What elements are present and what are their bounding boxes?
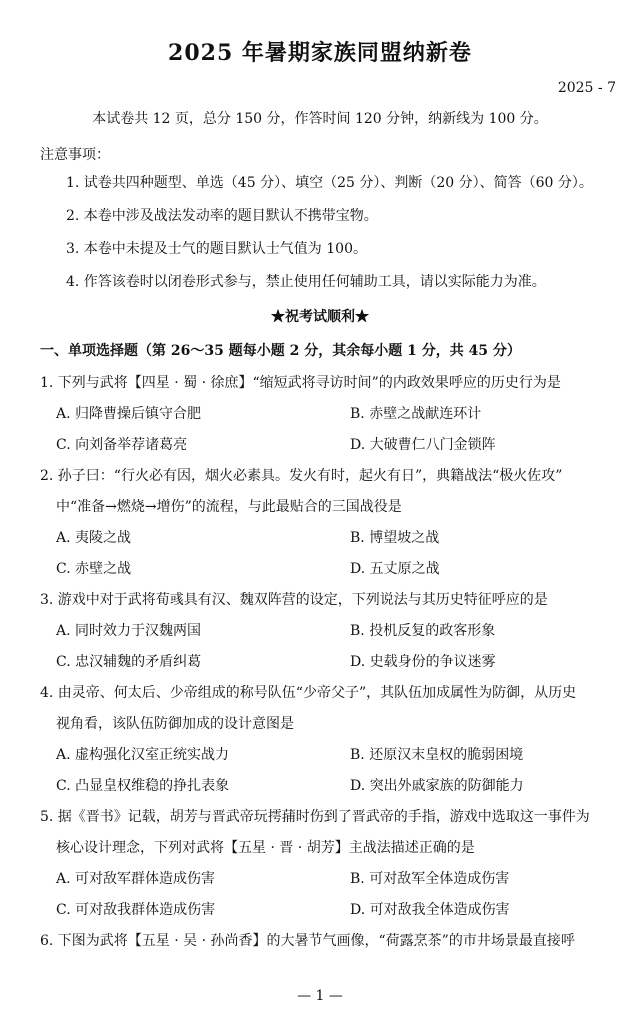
option-a: A. 虚构强化汉室正统实战力 xyxy=(56,747,230,763)
notice-item: 1. 试卷共四种题型、单选（45 分）、填空（25 分）、判断（20 分）、简答（60 分）。 xyxy=(66,175,593,191)
good-luck-banner: ★祝考试顺利★ xyxy=(271,309,369,325)
question-stem: 4. 由灵帝、何太后、少帝组成的称号队伍“少帝父子”，其队伍加成属性为防御，从历史 xyxy=(40,685,577,701)
option-row xyxy=(40,620,610,651)
option-row xyxy=(40,651,610,682)
option-b: B. 可对敌军全体造成伤害 xyxy=(350,871,510,887)
option-row xyxy=(40,899,610,930)
question-stem: 1. 下列与武将【四星 · 蜀 · 徐庶】“缩短武将寻访时间”的内政效果呼应的历史行为是 xyxy=(40,375,561,391)
question-stem: 5. 据《晋书》记载，胡芳与晋武帝玩摴蒱时伤到了晋武帝的手指，游戏中选取这一事件为 xyxy=(40,809,590,825)
exam-intro: 本试卷共 12 页，总分 150 分，作答时间 120 分钟，纳新线为 100 分。 xyxy=(92,111,548,127)
option-row xyxy=(40,744,610,775)
option-c: C. 向刘备举荐诸葛亮 xyxy=(56,437,188,453)
question-stem: 6. 下图为武将【五星 · 吴 · 孙尚香】的大暑节气画像，“荷露烹茶”的市井场景最直接呼 xyxy=(40,933,575,949)
question-stem-cont: 中“准备→燃烧→增伤”的流程，与此最贴合的三国战役是 xyxy=(56,499,402,515)
exam-date: 2025 - 7 xyxy=(557,80,616,96)
section-heading: 一、单项选择题（第 26～35 题每小题 2 分，其余每小题 1 分，共 45 分） xyxy=(40,343,521,359)
option-row xyxy=(40,527,610,558)
option-d: D. 可对敌我全体造成伤害 xyxy=(350,902,510,918)
option-c: C. 可对敌我群体造成伤害 xyxy=(56,902,216,918)
notice-item: 2. 本卷中涉及战法发动率的题目默认不携带宝物。 xyxy=(66,208,378,224)
option-a: A. 夷陵之战 xyxy=(56,530,132,546)
question-stem: 3. 游戏中对于武将荀彧具有汉、魏双阵营的设定，下列说法与其历史特征呼应的是 xyxy=(40,592,548,608)
question-stem-cont: 视角看，该队伍防御加成的设计意图是 xyxy=(56,716,294,732)
option-b: B. 博望坡之战 xyxy=(350,530,440,546)
notice-title: 注意事项： xyxy=(40,147,110,163)
option-b: B. 投机反复的政客形象 xyxy=(350,623,496,639)
notice-item: 3. 本卷中未提及士气的题目默认士气值为 100。 xyxy=(66,241,367,257)
option-d: D. 史载身份的争议迷雾 xyxy=(350,654,496,670)
option-row xyxy=(40,403,610,434)
option-row xyxy=(40,558,610,589)
option-c: C. 忠汉辅魏的矛盾纠葛 xyxy=(56,654,202,670)
question-stem: 2. 孙子曰：“行火必有因，烟火必素具。发火有时，起火有日”，典籍战法“极火佐攻” xyxy=(40,468,563,484)
notice-item: 4. 作答该卷时以闭卷形式参与，禁止使用任何辅助工具，请以实际能力为准。 xyxy=(66,274,546,290)
option-a: A. 同时效力于汉魏两国 xyxy=(56,623,202,639)
exam-title: 2025 年暑期家族同盟纳新卷 xyxy=(168,40,472,66)
question-list xyxy=(40,372,610,961)
option-d: D. 五丈原之战 xyxy=(350,561,440,577)
page-number: — 1 — xyxy=(297,988,343,1004)
option-b: B. 还原汉末皇权的脆弱困境 xyxy=(350,747,524,763)
option-d: D. 突出外戚家族的防御能力 xyxy=(350,778,524,794)
option-a: A. 可对敌军群体造成伤害 xyxy=(56,871,216,887)
option-a: A. 归降曹操后镇守合肥 xyxy=(56,406,202,422)
option-c: C. 赤壁之战 xyxy=(56,561,132,577)
notice-list xyxy=(66,172,593,304)
option-b: B. 赤壁之战献连环计 xyxy=(350,406,482,422)
option-c: C. 凸显皇权维稳的挣扎表象 xyxy=(56,778,230,794)
option-row xyxy=(40,434,610,465)
option-d: D. 大破曹仁八门金锁阵 xyxy=(350,437,496,453)
option-row xyxy=(40,868,610,899)
question-stem-cont: 核心设计理念，下列对武将【五星 · 晋 · 胡芳】主战法描述正确的是 xyxy=(56,840,475,856)
option-row xyxy=(40,775,610,806)
